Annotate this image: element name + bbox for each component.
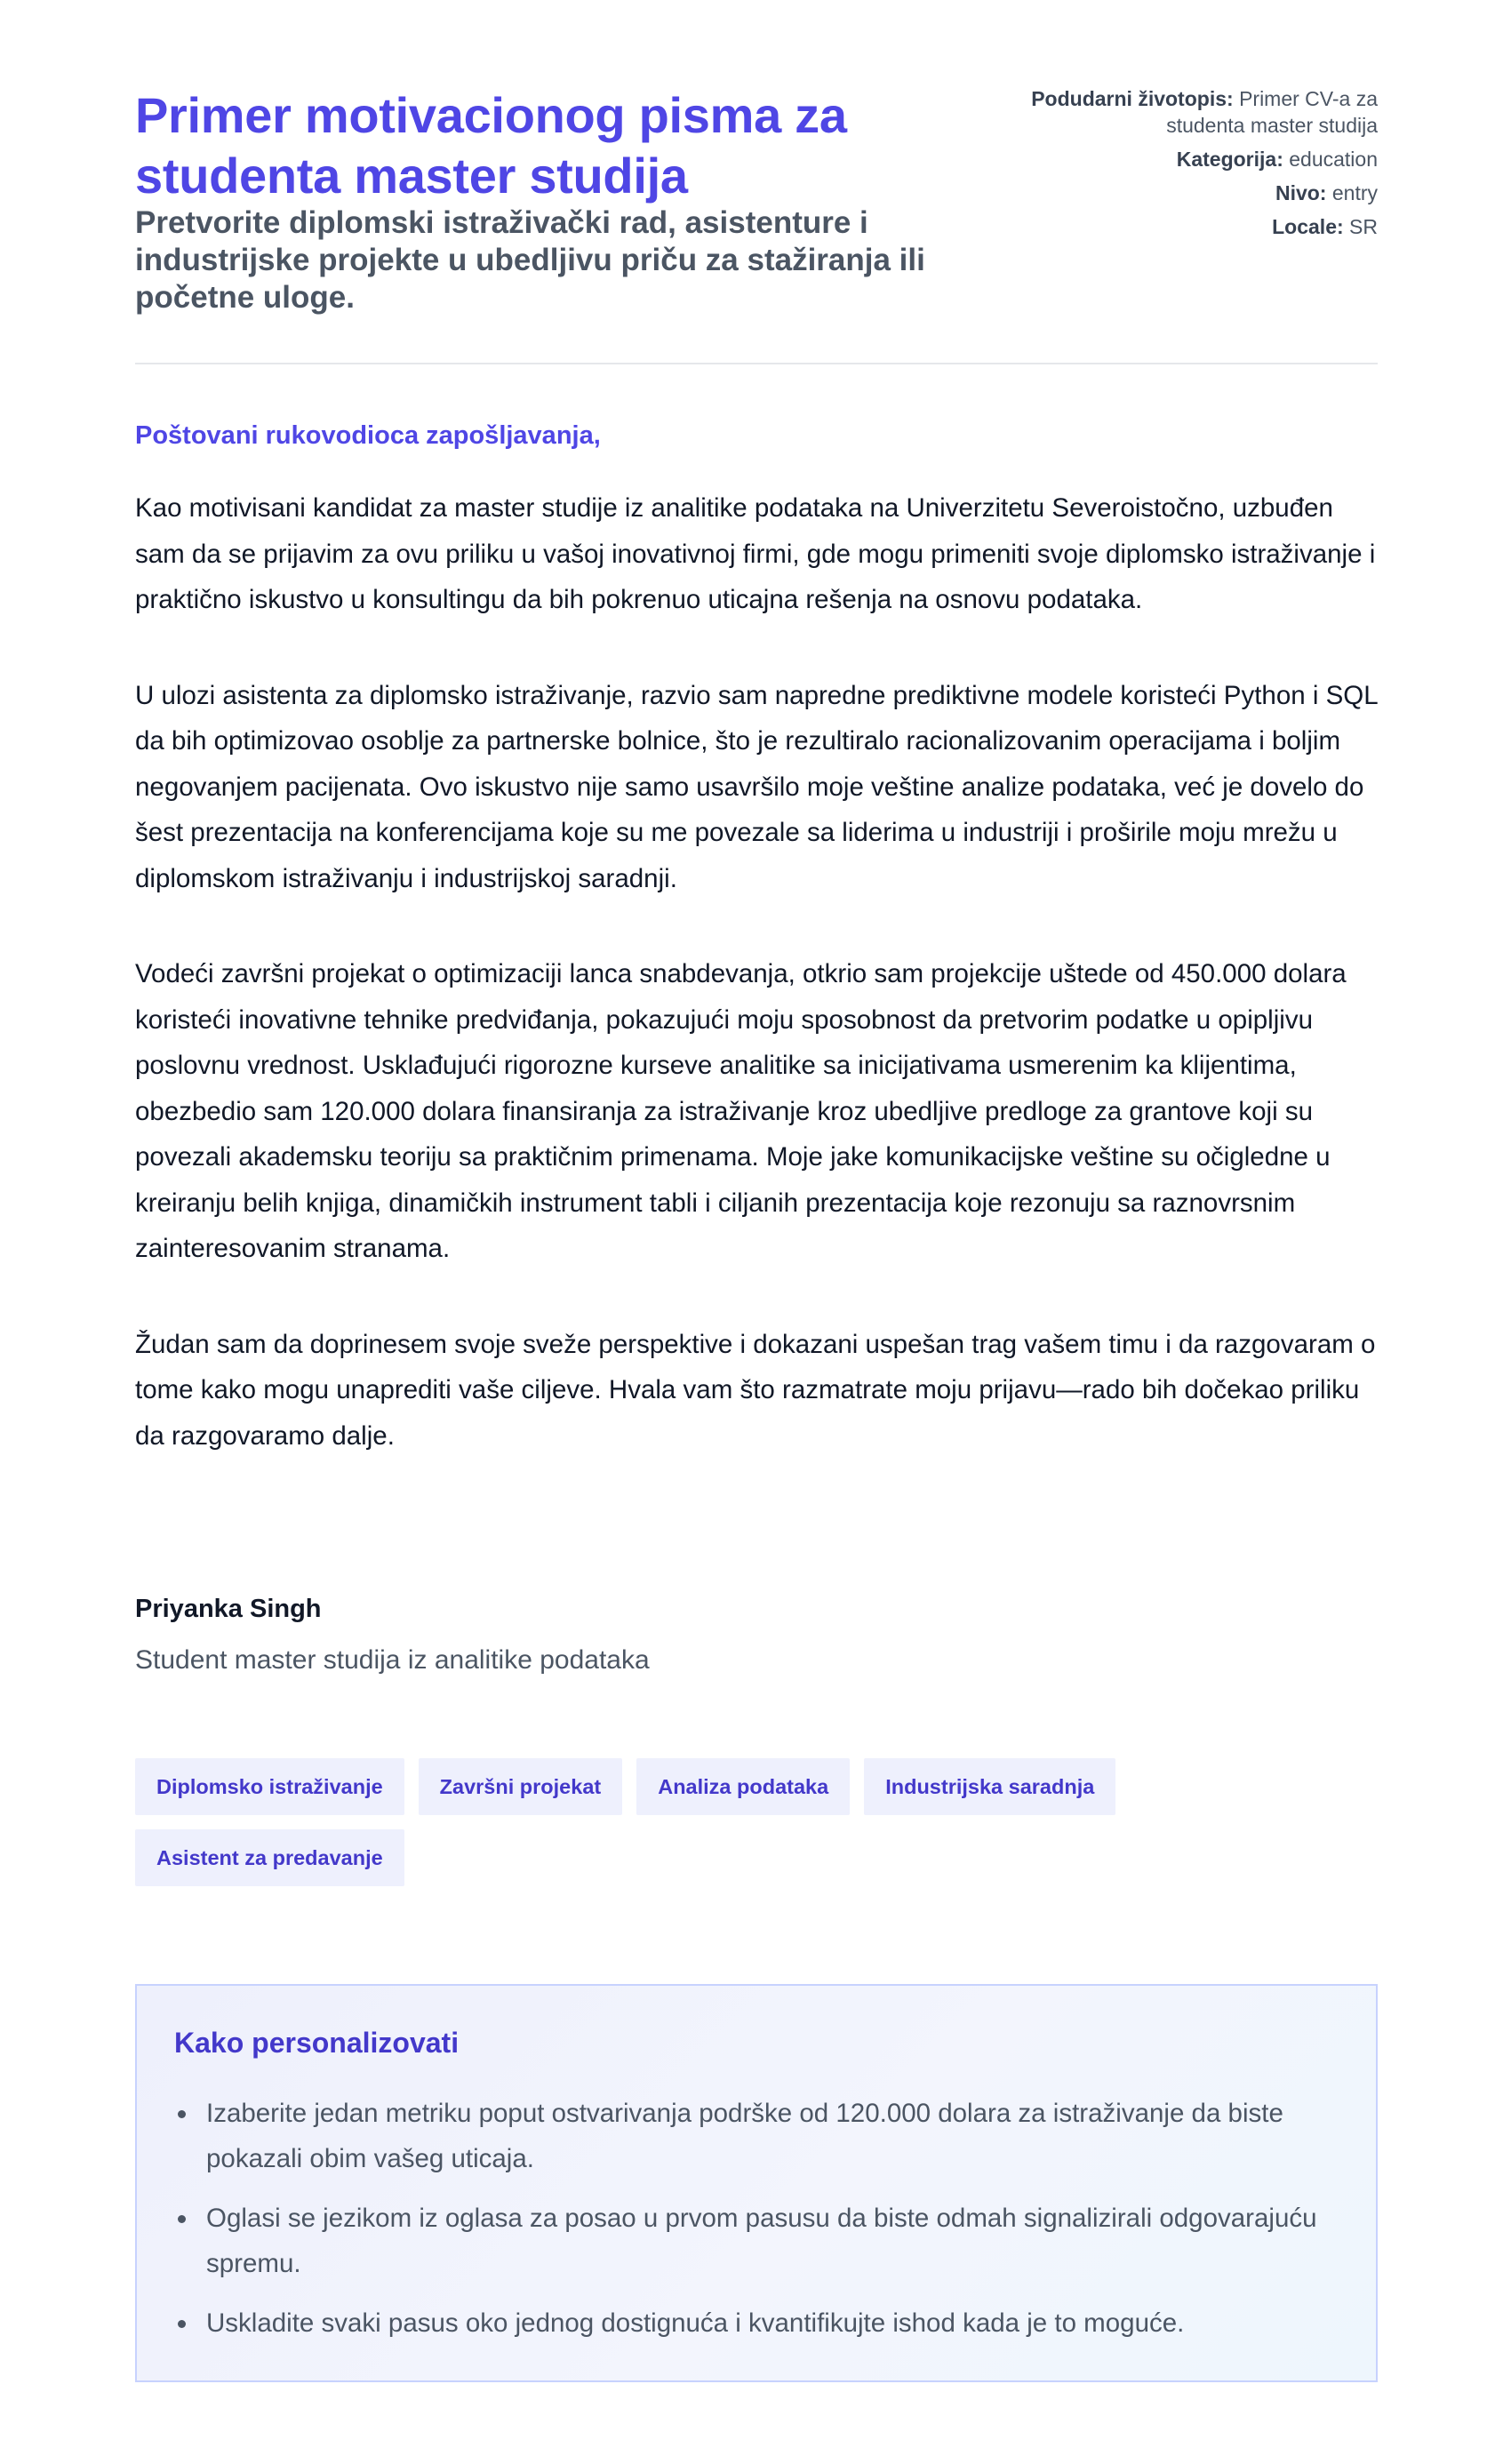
meta-locale: [1022, 213, 1378, 240]
signature-block: [135, 1591, 1024, 1678]
tag-chip[interactable]: Asistent za predavanje: [135, 1829, 404, 1886]
meta-category: [1022, 146, 1378, 172]
meta-resume-label: Podudarni životopis:: [1031, 87, 1234, 110]
tag-list: [135, 1758, 1378, 1886]
tip-item: [174, 2300, 1330, 2346]
letter-greeting: Poštovani rukovodioca zapošljavanja,: [135, 421, 601, 450]
signature-role: Student master studija iz analitike podataka: [135, 1645, 650, 1675]
tips-list: [174, 2091, 1330, 2360]
bullet-icon: [178, 2215, 186, 2223]
letter-body: [135, 418, 1378, 1508]
letter-paragraph: Žudan sam da doprinesem svoje sveže perspektive i dokazani uspešan trag vašem timu i da razgovaram o tome kako mogu unaprediti vaše ciljeve. Hvala vam što razmatrate moju prijavu—rado bih dočekao priliku da razgovaramo dalje.: [135, 1329, 1376, 1451]
tip-text: Oglasi se jezikom iz oglasa za posao u prvom pasusu da biste odmah signalizirali odgovarajuću spremu.: [206, 2204, 1317, 2278]
meta-locale-label: Locale:: [1272, 215, 1344, 238]
tag-chip[interactable]: Diplomsko istraživanje: [135, 1758, 404, 1815]
bullet-icon: [178, 2110, 186, 2118]
letter-paragraph: U ulozi asistenta za diplomsko istraživanje, razvio sam napredne prediktivne modele koristeći Python i SQL da bih optimizovao osoblje za partnerske bolnice, što je rezultiralo racionalizovanim operacijama i boljim negovanjem pacijenata. Ovo iskustvo nije samo usavršilo moje veštine analize podataka, već je dovelo do šest prezentacija na konferencijama koje su me povezale sa liderima u industriji i proširile moju mrežu u diplomskom istraživanju i industrijskoj saradnji.: [135, 680, 1378, 893]
bullet-icon: [178, 2320, 186, 2328]
tip-text: Uskladite svaki pasus oko jednog dostignuća i kvantifikujte ishod kada je to moguće.: [206, 2308, 1185, 2338]
tag-chip[interactable]: Industrijska saradnja: [864, 1758, 1115, 1815]
meta-category-label: Kategorija:: [1176, 148, 1283, 171]
page-title: Primer motivacionog pisma za studenta master studija: [135, 87, 847, 204]
meta-category-value: education: [1289, 148, 1378, 171]
meta-resume: [1022, 85, 1378, 139]
letter-paragraph: Vodeći završni projekat o optimizaciji lanca snabdevanja, otkrio sam projekcije uštede od 450.000 dolara koristeći inovativne tehnike predviđanja, pokazujući moju sposobnost da pretvorim podatke u opipljivu poslovnu vrednost. Usklađujući rigorozne kurseve analitike sa inicijativama usmerenim ka klijentima, obezbedio sam 120.000 dolara finansiranja za istraživanje kroz ubedljive predloge za grantove koji su povezali akademsku teoriju sa praktičnim primenama. Moje jake komunikacijske veštine su očigledne u kreiranju belih knjiga, dinamičkih instrument tabli i ciljanih prezentacija koje rezonuju sa raznovrsnim zainteresovanim stranama.: [135, 959, 1347, 1263]
cover-letter-page: [135, 0, 1378, 2338]
meta-level-label: Nivo:: [1275, 181, 1327, 204]
page-header: [135, 0, 1378, 364]
letter-paragraph: Kao motivisani kandidat za master studije iz analitike podataka na Univerzitetu Severoistočno, uzbuđen sam da se prijavim za ovu priliku u vašoj inovativnoj firmi, gde mogu primeniti svoje diplomsko istraživanje i praktično iskustvo u konsultingu da bih pokrenuo uticajna rešenja na osnovu podataka.: [135, 493, 1376, 614]
tip-text: Izaberite jedan metriku poput ostvarivanja podrške od 120.000 dolara za istraživanje da biste pokazali obim vašeg uticaja.: [206, 2099, 1283, 2173]
tip-item: [174, 2091, 1330, 2181]
meta-locale-value: SR: [1349, 215, 1378, 238]
personalize-tips-box: [135, 1984, 1378, 2382]
tag-chip[interactable]: Analiza podataka: [636, 1758, 850, 1815]
meta-level: [1022, 180, 1378, 206]
meta-panel: [1022, 85, 1378, 247]
tag-chip[interactable]: Završni projekat: [419, 1758, 623, 1815]
signature-name: Priyanka Singh: [135, 1595, 322, 1623]
meta-resume-link[interactable]: Primer CV-a za studenta master studija: [1166, 87, 1378, 137]
tip-item: [174, 2196, 1330, 2286]
tips-title: Kako personalizovati: [174, 2027, 460, 2059]
page-subtitle: Pretvorite diplomski istraživački rad, asistenture i industrijske projekte u ubedljivu priču za stažiranja ili početne uloge.: [135, 205, 925, 315]
meta-level-value: entry: [1331, 181, 1378, 204]
